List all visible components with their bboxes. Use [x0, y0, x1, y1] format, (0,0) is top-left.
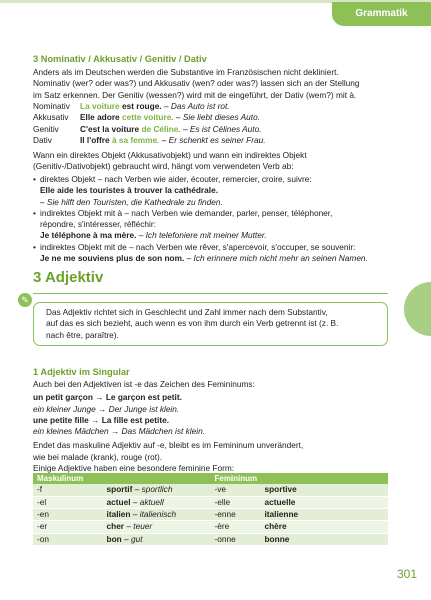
paragraph-line: Einige Adjektive haben eine besondere feminine Form:	[33, 463, 235, 474]
example-translation: – Ich erinnere mich nicht mehr an seinen Namen.	[184, 253, 368, 264]
table-cell-word: chère	[260, 521, 388, 533]
margin-circle	[404, 282, 431, 336]
case-translation: . – Er schenkt es seiner Frau.	[157, 134, 266, 145]
intro-line: Anders als im Deutschen werden die Substantive im Französischen nicht dekliniert.	[33, 67, 339, 77]
paragraph-line: (Genitiv-/Dativobjekt) gebraucht wird, hängt vom verwendeten Verb ab:	[33, 161, 294, 172]
table-row	[33, 533, 388, 545]
table-header: Femininum	[210, 473, 388, 484]
table-cell-word: actuel	[106, 496, 131, 507]
example-translation: ein kleiner Junge → Der Junge ist klein.	[33, 403, 180, 414]
case-example: Elle adore	[80, 112, 122, 123]
case-example-highlight: à sa femme	[111, 134, 158, 145]
lightbulb-icon: ✎	[18, 293, 32, 307]
case-name: Genitiv	[33, 123, 59, 134]
table-cell-word: sportive	[260, 484, 388, 496]
table-row	[33, 509, 388, 521]
table-cell-word: cher	[106, 521, 125, 532]
table-cell: -enne	[210, 509, 260, 521]
case-row	[33, 135, 388, 146]
table-header: Maskulinum	[33, 473, 210, 484]
rule-line: nach être, paraître).	[46, 329, 119, 340]
case-row	[33, 124, 388, 135]
case-row	[33, 112, 388, 123]
case-name: Dativ	[33, 134, 52, 145]
paragraph-line: wie bei malade (krank), rouge (rot).	[33, 451, 163, 462]
example-translation: – Ich telefoniere mit meiner Mutter.	[136, 230, 267, 241]
example-sentence: un petit garçon → Le garçon est petit.	[33, 392, 182, 403]
paragraph-line: Endet das maskuline Adjektiv auf -e, bleibt es im Femininum unverändert,	[33, 440, 304, 451]
case-example-highlight: La voiture	[80, 101, 120, 111]
case-row	[33, 101, 388, 112]
table-cell-word: sportif	[106, 484, 133, 495]
table-cell-word: italienne	[260, 509, 388, 521]
case-example-highlight: de Céline	[141, 123, 179, 134]
table-cell: -ve	[210, 484, 260, 496]
table-cell-word: bonne	[260, 533, 388, 545]
example-sentence: Je téléphone à ma mère.	[40, 230, 137, 241]
case-translation: – Das Auto ist rot.	[161, 101, 230, 111]
case-example: Il l'offre	[80, 134, 112, 145]
intro-line: im Satz erkennen. Der Genitiv (wessen?) wird mit de eingeführt, der Dativ (wem?) mit à.	[33, 89, 357, 100]
table-cell: -er	[33, 521, 103, 533]
table-cell-word: actuelle	[260, 496, 388, 508]
table-cell-word: bon	[106, 533, 122, 544]
object-bullets	[33, 174, 388, 264]
object-paragraph	[33, 150, 388, 173]
table-cell: -el	[33, 496, 103, 508]
example-sentence: Elle aide les touristes à trouver la cathédrale.	[40, 185, 218, 196]
table-cell: -onne	[210, 533, 260, 545]
case-translation: . – Sie liebt dieses Auto.	[171, 112, 261, 123]
intro-paragraph	[33, 67, 388, 101]
bullet-continuation: répondre, s'intéresser, réfléchir:	[40, 219, 156, 230]
bullet-item: • indirektes Objekt mit de – nach Verben wie rêver, s'apercevoir, s'occuper, se souvenir:	[33, 242, 388, 253]
table-row	[33, 484, 388, 496]
section-tab: Grammatik	[332, 2, 431, 26]
case-example-highlight: cette voiture	[121, 112, 172, 123]
table-cell-translation: – sportlich	[132, 484, 173, 495]
table-cell: -on	[33, 533, 103, 545]
table-cell-translation: – gut	[121, 533, 143, 544]
table-cell: -elle	[210, 496, 260, 508]
paragraph-line: Wann ein direktes Objekt (Akkusativobjekt) und wann ein indirektes Objekt	[33, 150, 307, 160]
table-cell-word: italien	[106, 509, 131, 520]
table-cell-translation: – teuer	[124, 521, 153, 532]
singular-intro: Auch bei den Adjektiven ist -e das Zeichen des Femininums:	[33, 379, 255, 389]
sub-heading: 1 Adjektiv im Singular	[33, 367, 130, 377]
heading-rule	[33, 293, 388, 294]
table-cell-translation: – aktuell	[130, 496, 164, 507]
case-name: Akkusativ	[33, 112, 69, 123]
case-example: est rouge.	[119, 101, 162, 111]
table-cell: -ère	[210, 521, 260, 533]
adjective-table	[33, 473, 388, 546]
table-row	[33, 496, 388, 508]
case-example: C'est la voiture	[80, 123, 142, 134]
singular-block	[33, 379, 388, 474]
cases-list	[33, 101, 388, 146]
bullet-item: • indirektes Objekt mit à – nach Verben wie demander, parler, penser, téléphoner,	[33, 208, 388, 219]
table-row	[33, 521, 388, 533]
section-heading-adjektiv: 3 Adjektiv	[33, 269, 104, 286]
example-sentence: Je ne me souviens plus de son nom.	[40, 253, 185, 264]
rule-box	[33, 302, 388, 346]
table-cell-translation: – italienisch	[130, 509, 177, 520]
example-translation: ein kleines Mädchen → Das Mädchen ist klein.	[33, 426, 206, 437]
section-heading-cases: 3 Nominativ / Akkusativ / Genitiv / Dativ	[33, 54, 207, 64]
bullet-item: • direktes Objekt – nach Verben wie aider, écouter, remercier, croire, suivre:	[33, 174, 388, 185]
rule-line: auf das es sich bezieht, auch wenn es von ihm durch ein Verb getrennt ist (z. B.	[46, 318, 339, 329]
case-translation: . – Es ist Célines Auto.	[178, 123, 262, 134]
table-cell: -en	[33, 509, 103, 521]
page-number: 301	[397, 567, 418, 581]
case-name: Nominativ	[33, 101, 70, 111]
table-cell: -f	[33, 484, 103, 496]
rule-line: Das Adjektiv richtet sich in Geschlecht und Zahl immer nach dem Substantiv,	[46, 307, 328, 317]
example-translation: – Sie hilft den Touristen, die Kathedrale zu finden.	[40, 196, 223, 207]
intro-line: Nominativ (wer? oder was?) und Akkusativ (wen? oder was?) lassen sich an der Stellung	[33, 78, 360, 89]
example-sentence: une petite fille → La fille est petite.	[33, 414, 170, 425]
